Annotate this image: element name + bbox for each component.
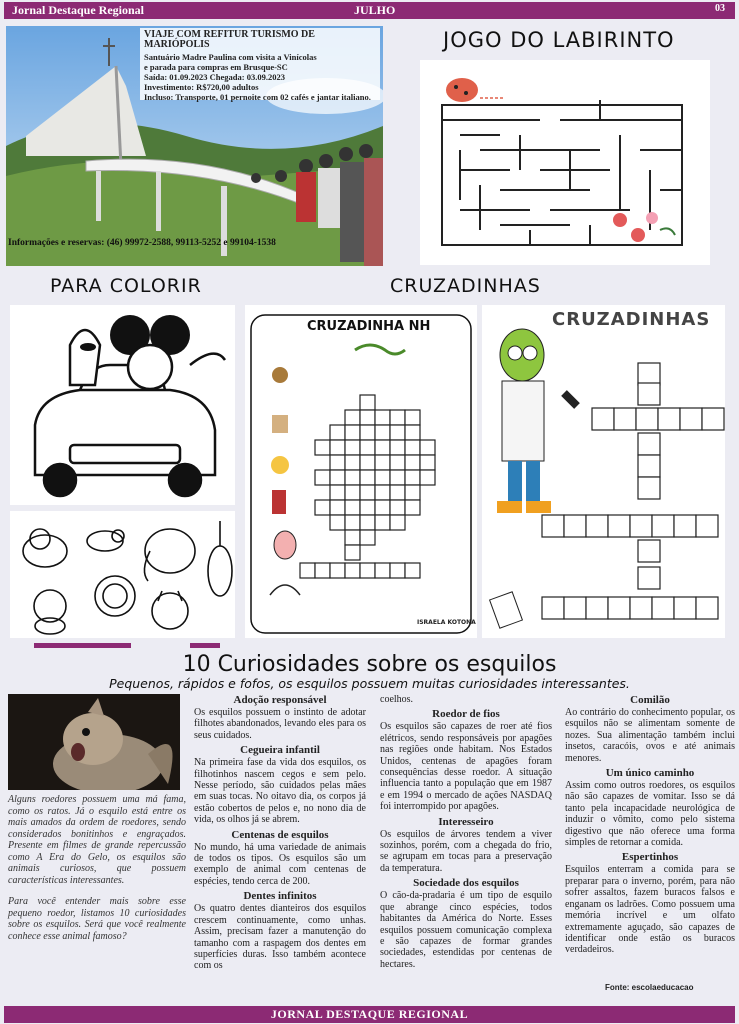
section-text: Ao contrário do conhecimento popular, os esquilos não se alimentam somente de nozes. Sua alimentação também inclui insetos, caracóis, ovos e até animais menores. <box>565 707 735 764</box>
baby-animals-outline <box>10 511 235 638</box>
article-title: 10 Curiosidades sobre os esquilos <box>182 652 557 677</box>
crossword-cell <box>390 515 405 530</box>
coloring-animals-panel <box>10 511 235 638</box>
maze-drawing <box>420 60 710 265</box>
ad-title: VIAJE COM REFITUR TURISMO DE MARIÓPOLIS <box>144 29 315 50</box>
crossword-cell <box>345 470 360 485</box>
crossword-cell <box>702 408 724 430</box>
crossword-cell <box>360 500 375 515</box>
crossword-cell <box>375 410 390 425</box>
crossword-cell <box>360 563 375 578</box>
crossword-cell <box>375 470 390 485</box>
crossword-cell <box>375 440 390 455</box>
crossword-cell <box>315 563 330 578</box>
crossword-cell <box>420 440 435 455</box>
section-text: Os esquilos são capazes de roer até fios elétricos, sendo responsáveis por apagões nas regiões onde habitam. Nos Estados Unidos, centenas de apagões foram consequências desse roedor. A situação influencia tanto a população que em 1987 e em 1994 o mercado de ações NASDAQ foi interrompido por apagões. <box>380 721 552 813</box>
crossword-cell <box>638 383 660 405</box>
crossword-cell <box>345 500 360 515</box>
crossword-cell <box>420 470 435 485</box>
crossword-cell <box>330 563 345 578</box>
month-label: JULHO <box>354 3 396 17</box>
crossword-cell <box>405 485 420 500</box>
ladybug-icon <box>446 78 478 102</box>
coloring-mickey-panel <box>10 305 235 505</box>
squirrel-image <box>8 694 180 790</box>
page-number: 03 <box>715 3 725 14</box>
section-text: coelhos. <box>380 694 414 705</box>
mickey-car-outline <box>10 305 235 505</box>
crossword-cell <box>375 485 390 500</box>
ad-line: e parada para compras em Brusque-SC <box>144 62 288 72</box>
crossword-cell <box>405 563 420 578</box>
crossword-cell <box>638 455 660 477</box>
crossword-cell <box>360 425 375 440</box>
crossword-cell <box>658 408 680 430</box>
crossword-cell <box>390 500 405 515</box>
crossword-cell <box>420 455 435 470</box>
crossword-cell <box>586 515 608 537</box>
crossword-cell <box>390 485 405 500</box>
crossword-cell <box>390 455 405 470</box>
crossword-cell <box>360 470 375 485</box>
intro-paragraph: Para você entender mais sobre esse pequeno roedor, listamos 10 curiosidades sobre os esquilos. Será que você realmente conhece esse animal famoso? <box>8 896 186 942</box>
section-text: Esquilos enterram a comida para se preparar para o inverno, porém, para não sofrer assaltos, fazem buracos falsos e enganam os ladrões. Como possuem uma memória incrível e um olfato extremamente aguçado, são capazes de identificar onde estão os buracos verdadeiros. <box>565 864 735 956</box>
article-column-3 <box>565 694 735 959</box>
crossword-cell <box>614 408 636 430</box>
crossword-cell <box>330 455 345 470</box>
crossword-cell <box>390 563 405 578</box>
crossword-cell <box>315 440 330 455</box>
notebook-icon <box>490 592 523 628</box>
section-text: Na primeira fase da vida dos esquilos, os filhotinhos nascem cegos e sem pelo. Nesse período, são cuidados pelas mães em suas tocas. No oitavo dia, os corpos já estão cobertos de pelos e, no nono dia de vida, os olhos já se abrem. <box>194 757 366 826</box>
crossword-cell <box>405 455 420 470</box>
crossword-cell <box>345 563 360 578</box>
crossword-cell <box>375 515 390 530</box>
crossword-cell <box>345 545 360 560</box>
crossword-cell <box>630 515 652 537</box>
maze-heading: JOGO DO LABIRINTO <box>443 28 675 52</box>
section-heading: Adoção responsável <box>233 694 327 706</box>
crossword-cell <box>330 470 345 485</box>
crossword-cell <box>360 485 375 500</box>
crossword-cell <box>390 470 405 485</box>
crossword-cell <box>405 425 420 440</box>
crossword-cell <box>375 425 390 440</box>
crossword-cell <box>330 440 345 455</box>
crossword-cell <box>345 485 360 500</box>
crossword-cell <box>652 597 674 619</box>
crossword-cell <box>652 515 674 537</box>
top-bar <box>4 2 735 19</box>
section-text: Os esquilos possuem o instinto de adotar filhotes abandonados, levando eles para os seus cuidados. <box>194 707 366 741</box>
crossword-cell <box>680 408 702 430</box>
section-text: Assim como outros roedores, os esquilos não são capazes de vomitar. Isso se dá tanto pela incapacidade neurológica de induzir o vômito, como pelo sistema digestivo que não oferece uma forma simples de retornar a comida. <box>565 780 735 849</box>
crossword-cell <box>405 440 420 455</box>
ad-line: Investimento: R$720,00 adultos <box>144 82 259 92</box>
crossword-cell <box>630 597 652 619</box>
crossword-cell <box>638 363 660 385</box>
article-subtitle: Pequenos, rápidos e fofos, os esquilos possuem muitas curiosidades interessantes. <box>109 676 630 691</box>
crossword-cell <box>405 410 420 425</box>
divider-bar <box>34 643 131 648</box>
crossword-cell <box>674 597 696 619</box>
section-heading: Centenas de esquilos <box>231 828 329 841</box>
article-column-2 <box>380 694 552 973</box>
crossword-cell <box>360 410 375 425</box>
crossword-cell <box>638 477 660 499</box>
crossword-cell <box>638 567 660 589</box>
section-text: O cão-da-pradaria é um tipo de esquilo que abrange cinco espécies, todos habitantes da América do Norte. Esses esquilos possuem comunicação complexa e são capazes de formar grandes sociedades, estendidas por centenas de hectares. <box>380 890 552 970</box>
crossword-cell <box>330 515 345 530</box>
divider-bar <box>190 643 220 648</box>
ad-contact: Informações e reservas: (46) 99972-2588, 99113-5252 e 99104-1538 <box>8 238 276 248</box>
crossword-cell <box>360 395 375 410</box>
maze-panel <box>420 60 710 265</box>
section-heading: Cegueira infantil <box>240 744 320 757</box>
crossword-cell <box>405 500 420 515</box>
section-heading: Um único caminho <box>605 767 695 780</box>
crossword-alien-grid <box>482 305 725 638</box>
crossword-cell <box>375 500 390 515</box>
crossword-cell <box>360 530 375 545</box>
crossword-cell <box>586 597 608 619</box>
section-heading: Comilão <box>630 694 670 706</box>
coloring-heading: PARA COLORIR <box>50 275 202 297</box>
crossword-cell <box>360 455 375 470</box>
article-source: Fonte: escolaeducacao <box>605 983 694 992</box>
crossword-cell <box>608 597 630 619</box>
crossword-cell <box>375 563 390 578</box>
intro-paragraph: Alguns roedores possuem uma má fama, como os ratos. Já o esquilo está entre os mais amados da ordem de roedores, sendo considerados bonitinhos e engraçados. Presente em filmes de grande repercussão como A Era do Gelo, os esquilos são animais curiosos, que possuem características interessantes. <box>8 794 186 886</box>
crossword-credit: ISRAELA KOTONA <box>417 619 476 626</box>
crossword-nh-grid <box>245 305 477 638</box>
ad-line: Incluso: Transporte, 01 pernoite com 02 cafés e jantar italiano. <box>144 92 371 102</box>
crossword-cell <box>300 563 315 578</box>
crossword-cell <box>315 470 330 485</box>
ad-line: Saída: 01.09.2023 Chegada: 03.09.2023 <box>144 72 285 82</box>
article-intro <box>8 794 186 952</box>
crossword-cell <box>345 425 360 440</box>
section-text: Os quatro dentes dianteiros dos esquilos crescem continuamente, como unhas. Assim, precisam fazer a manutenção do tamanho com a raspagem dos dentes em superfícies duras. Isso também acontece com os <box>194 903 366 972</box>
newspaper-name: Jornal Destaque Regional <box>12 3 144 17</box>
section-text: No mundo, há uma variedade de animais de todos os tipos. Os esquilos são um exemplo de animal com centenas de espécies, tendo cerca de 200. <box>194 841 366 887</box>
crossword-cell <box>390 425 405 440</box>
crossword-cell <box>696 515 718 537</box>
crossword-cell <box>330 500 345 515</box>
crossword-cell <box>345 410 360 425</box>
crossword-alien-panel <box>482 305 725 638</box>
crossword-cell <box>360 440 375 455</box>
crossword-cell <box>390 410 405 425</box>
crosswords-heading: CRUZADINHAS <box>390 275 541 297</box>
crossword-cell <box>360 515 375 530</box>
section-heading: Espertinhos <box>621 851 679 864</box>
article-column-1 <box>194 694 366 975</box>
crossword-cell <box>638 540 660 562</box>
crossword-cell <box>608 515 630 537</box>
crossword-cell <box>542 515 564 537</box>
section-text: Os esquilos de árvores tendem a viver sozinhos, porém, com a chegada do frio, se agrupam em tocas para a preservação da temperatura. <box>380 828 552 874</box>
crossword-cell <box>345 530 360 545</box>
crossword-cell <box>564 597 586 619</box>
crossword-cell <box>330 425 345 440</box>
crossword-nh-title: CRUZADINHA NH <box>307 319 431 334</box>
crossword-cell <box>636 408 658 430</box>
crossword-cell <box>696 597 718 619</box>
travel-ad-text <box>140 28 380 100</box>
crossword-cell <box>330 485 345 500</box>
crossword-cell <box>390 440 405 455</box>
crossword-cell <box>674 515 696 537</box>
crossword-cell <box>405 470 420 485</box>
crossword-cell <box>345 440 360 455</box>
crossword-cell <box>638 433 660 455</box>
crossword-cell <box>564 515 586 537</box>
bottom-bar: JORNAL DESTAQUE REGIONAL <box>4 1006 735 1023</box>
strawberry-icon <box>613 212 675 242</box>
crossword-cell <box>592 408 614 430</box>
section-heading: Interesseiro <box>438 815 494 828</box>
section-heading: Sociedade dos esquilos <box>413 877 519 890</box>
crossword-cell <box>345 455 360 470</box>
section-heading: Dentes infinitos <box>243 890 317 903</box>
crossword-cell <box>315 500 330 515</box>
crossword-cell <box>542 597 564 619</box>
ad-line: Santuário Madre Paulina com visita a Vinícolas <box>144 52 317 62</box>
section-heading: Roedor de fios <box>432 708 500 721</box>
squirrel-photo <box>8 694 180 790</box>
crossword-alien-title: CRUZADINHAS <box>552 309 711 330</box>
crossword-cell <box>345 515 360 530</box>
crossword-nh-panel <box>245 305 477 638</box>
crossword-cell <box>375 455 390 470</box>
